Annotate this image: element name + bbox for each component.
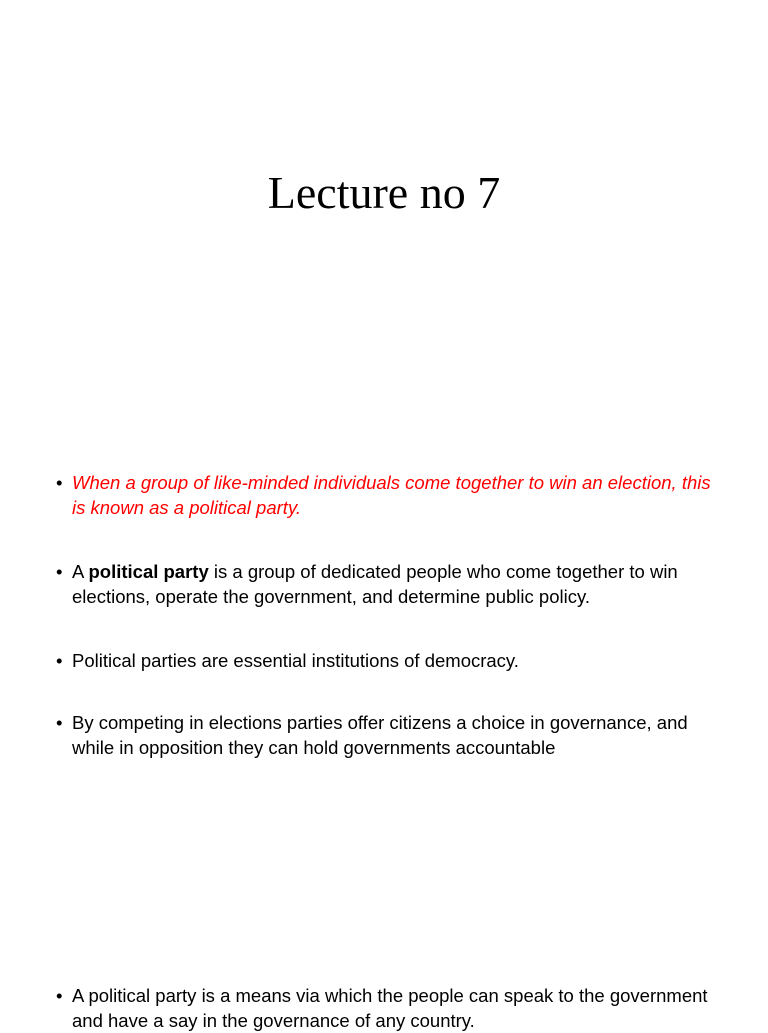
bullet-icon: •: [56, 985, 63, 1006]
bullet-item-means: [56, 984, 722, 1033]
bullet-item-competing: [56, 711, 722, 760]
bullet-item-political-party: [56, 560, 722, 609]
bullet-bold-term: political party: [88, 561, 209, 582]
bullet-icon: •: [56, 561, 63, 582]
bullet-item-definition-highlight: [56, 471, 722, 520]
slide-title: Lecture no 7: [267, 167, 501, 218]
bullet-icon: •: [56, 472, 63, 493]
bullet-icon: •: [56, 650, 63, 671]
bullet-text: [56, 560, 722, 609]
bullet-text: A political party is a means via which the people can speak to the government and have a say in the governance of any country.: [72, 985, 708, 1031]
bullet-suffix: is a group of dedicated people who come together to win elections, operate the government, and determine public policy.: [72, 561, 678, 607]
bullet-text: By competing in elections parties offer citizens a choice in governance, and while in opposition they can hold governments accountable: [72, 712, 688, 758]
bullet-icon: •: [56, 712, 63, 733]
slide-definition: [0, 420, 768, 960]
bullet-prefix: A: [72, 561, 89, 582]
slide-means: [0, 960, 768, 1031]
bullet-text: When a group of like-minded individuals come together to win an election, this is known as a political party.: [72, 472, 711, 518]
bullet-item-institutions: [56, 649, 722, 674]
bullet-text: Political parties are essential institutions of democracy.: [72, 650, 519, 671]
slide-title-page: [0, 0, 768, 420]
